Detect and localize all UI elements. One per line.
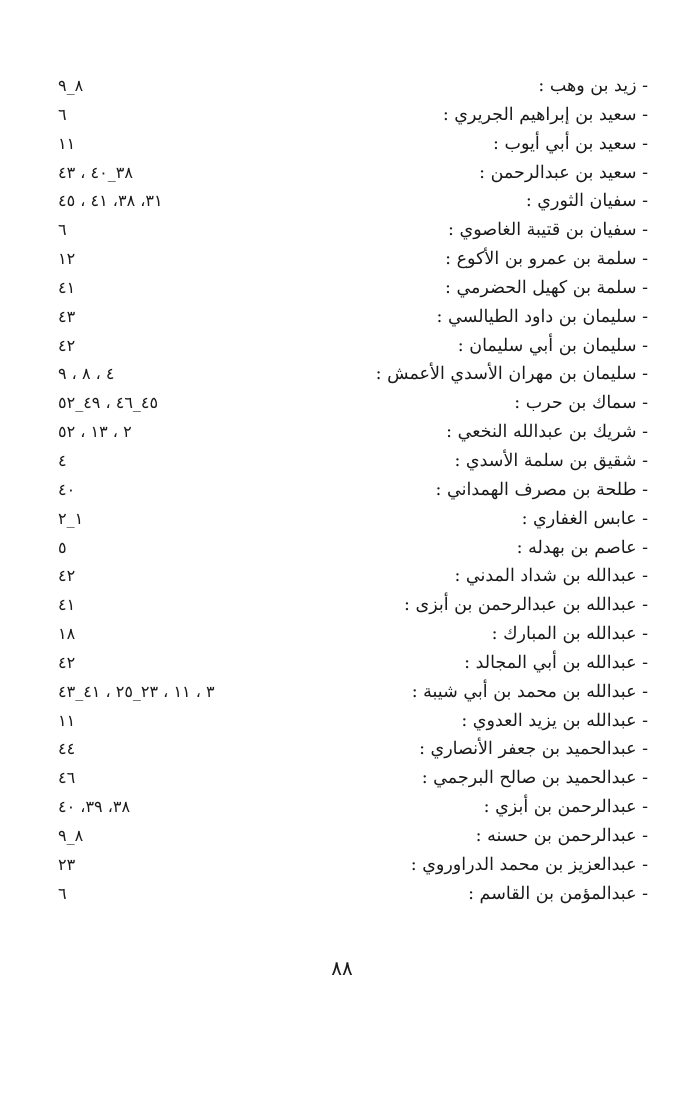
narrator-name: - عبدالعزيز بن محمد الدراوروي : [410, 854, 648, 875]
narrator-name: - عبدالله بن يزيد العدوي : [461, 710, 648, 731]
narrator-name: - سلمة بن كهيل الحضرمي : [445, 277, 648, 298]
page-references: ٤٤ [58, 739, 76, 759]
narrator-name: - عبدالرحمن بن حسنه : [475, 825, 648, 846]
narrator-name: - سليمان بن أبي سليمان : [457, 335, 648, 356]
index-entry [58, 130, 648, 159]
narrator-name: - عبدالله بن المبارك : [491, 624, 648, 645]
index-entry [58, 159, 648, 188]
page-references: ٤١ [58, 277, 76, 297]
narrator-name: - عبدالرحمن بن أبزي : [483, 797, 648, 818]
page-references: ٢ ، ١٣ ، ٥٢ [58, 422, 132, 442]
page-references: ١١ [58, 133, 76, 153]
narrator-name: - سعيد بن إبراهيم الجريري : [442, 104, 648, 125]
page-references: ٨_٩ [58, 76, 84, 95]
page-references: ٤١ [58, 595, 76, 615]
page-references: ٤٠ [58, 479, 76, 499]
index-entry [58, 505, 648, 534]
narrator-name: - زيد بن وهب : [538, 76, 648, 96]
page-references: ٣٨_٤٠ ، ٤٣ [58, 162, 133, 182]
narrator-name: - عبدالحميد بن جعفر الأنصاري : [419, 739, 648, 760]
index-entry [58, 216, 648, 245]
page-number: ٨٨ [331, 956, 353, 980]
page-references: ٦ [58, 883, 67, 903]
index-entry [58, 851, 648, 880]
index-entry [58, 620, 648, 649]
narrator-name: - عبدالمؤمن بن القاسم : [468, 883, 648, 904]
index-entry [58, 476, 648, 505]
index-entry [58, 245, 648, 274]
narrator-name: - عبدالله بن أبي المجالد : [464, 652, 648, 673]
index-entry [58, 274, 648, 303]
narrator-name: - سليمان بن داود الطيالسي : [436, 306, 648, 327]
narrator-name: - عاصم بن بهدله : [516, 537, 648, 558]
page-references: ٤ [58, 450, 67, 470]
narrator-name: - عابس الغفاري : [521, 508, 648, 529]
index-entry [58, 735, 648, 764]
index-entry [58, 707, 648, 736]
page-references: ٨_٩ [58, 825, 84, 845]
page-references: ٤٣ [58, 306, 76, 326]
page-references: ٤ ، ٨ ، ٩ [58, 364, 115, 384]
narrator-name: - عبدالله بن شداد المدني : [454, 566, 648, 587]
narrator-name: - عبدالله بن عبدالرحمن بن أبزى : [404, 595, 648, 616]
index-entry [58, 303, 648, 332]
narrator-name: - عبدالحميد بن صالح البرجمي : [421, 768, 648, 789]
narrator-name: - شقيق بن سلمة الأسدي : [454, 450, 648, 471]
page-references: ٦ [58, 220, 67, 240]
index-entry [58, 880, 648, 909]
page-references: ١١ [58, 710, 76, 730]
narrator-name: - سفيان بن قتيبة الغاصوي : [448, 220, 648, 241]
page-references: ١٢ [58, 249, 76, 269]
index-entry [58, 591, 648, 620]
index-entry [58, 562, 648, 591]
narrator-name: - عبدالله بن محمد بن أبي شيبة : [411, 681, 648, 702]
index-entry [58, 101, 648, 130]
narrator-name: - سعيد بن عبدالرحمن : [479, 162, 648, 183]
narrator-name: - سليمان بن مهران الأسدي الأعمش : [375, 364, 648, 385]
index-entry [58, 360, 648, 389]
page-references: ١_٢ [58, 508, 84, 528]
index-entry [58, 822, 648, 851]
narrator-name: - شريك بن عبدالله النخعي : [446, 422, 648, 443]
page-references: ٣٨، ٣٩، ٤٠ [58, 797, 131, 817]
page-references: ٣١، ٣٨، ٤١ ، ٤٥ [58, 191, 163, 211]
index-entry [58, 649, 648, 678]
narrator-name: - سلمة بن عمرو بن الأكوع : [445, 249, 648, 270]
page-references: ١٨ [58, 624, 76, 644]
narrator-name: - سفيان الثوري : [525, 191, 648, 212]
page-references: ٤٢ [58, 652, 76, 672]
page-references: ٤٦ [58, 768, 76, 788]
page-references: ٤٢ [58, 335, 76, 355]
index-entry [58, 72, 648, 101]
index-entry [58, 534, 648, 563]
index-entry [58, 389, 648, 418]
index-entry [58, 764, 648, 793]
index-entry [58, 447, 648, 476]
page-references: ٤٥_٤٦ ، ٤٩_٥٢ [58, 393, 159, 413]
index-entry [58, 678, 648, 707]
index-entry [58, 418, 648, 447]
page-references: ٤٢ [58, 566, 76, 586]
page-references: ٢٣ [58, 854, 76, 874]
index-entry [58, 332, 648, 361]
page-references: ٦ [58, 104, 67, 124]
narrator-name: - طلحة بن مصرف الهمداني : [435, 479, 648, 500]
page-references: ٣ ، ١١ ، ٢٣_٢٥ ، ٤١_٤٣ [58, 681, 215, 701]
narrator-name: - سماك بن حرب : [514, 393, 648, 414]
page-references: ٥ [58, 537, 67, 557]
index-entry [58, 187, 648, 216]
index-entry [58, 793, 648, 822]
narrator-index-list [58, 72, 648, 908]
narrator-name: - سعيد بن أبي أيوب : [493, 133, 648, 154]
